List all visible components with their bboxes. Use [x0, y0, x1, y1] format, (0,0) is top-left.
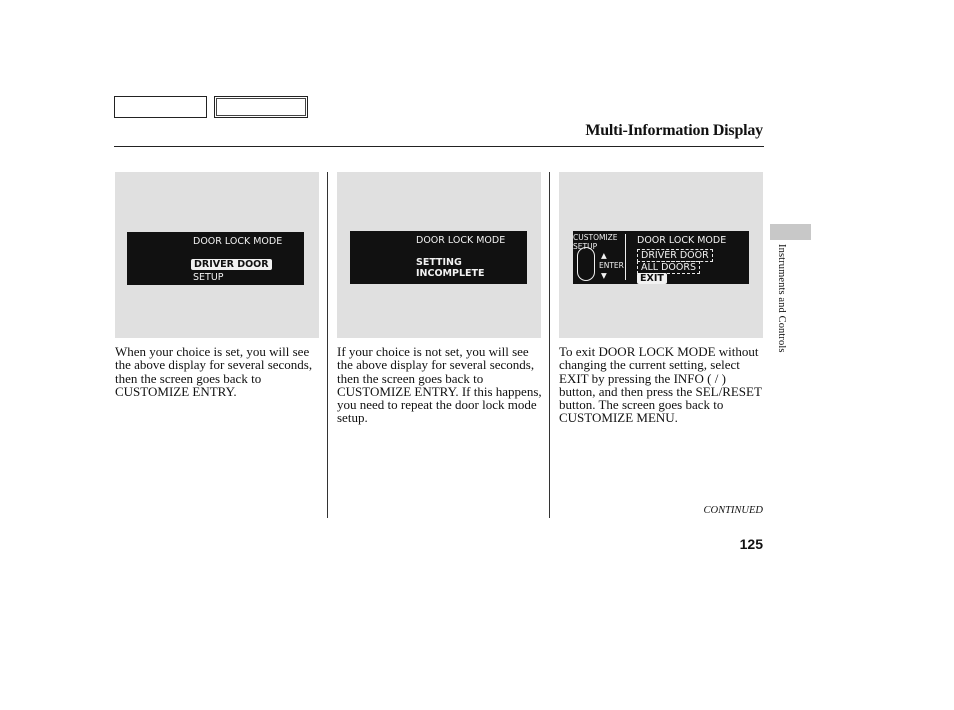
knob-icon — [577, 247, 595, 281]
section-label: Instruments and Controls — [776, 244, 787, 353]
body-paragraph-1: When your choice is set, you will see the above display for several seconds, then the screen goes back to CUSTOMIZE ENTRY. — [115, 344, 313, 399]
column-divider — [549, 172, 550, 518]
continued-note: CONTINUED — [703, 505, 763, 516]
screen-line: SETUP — [193, 272, 224, 283]
screen-line: INCOMPLETE — [416, 268, 485, 279]
screen-selected-option: EXIT — [637, 273, 667, 284]
screen-left-title: SETUP — [573, 242, 598, 251]
enter-label: ENTER — [599, 261, 624, 270]
screen-left-title: CUSTOMIZE — [573, 233, 618, 242]
header-divider — [114, 146, 764, 147]
screen-option: ALL DOORS — [637, 261, 700, 274]
body-paragraph-3: To exit DOOR LOCK MODE without changing the current setting, select EXIT by pressing the INFO ( / ) button, and then press the SEL/RESET button. The screen goes back to CUSTOMIZE MENU. — [559, 344, 762, 426]
screen-selected-option: DRIVER DOOR — [191, 259, 272, 270]
screen-title: DOOR LOCK MODE — [637, 235, 727, 246]
body-paragraph-2: If your choice is not set, you will see the above display for several seconds, then the screen goes back to CUSTOMIZE ENTRY. If this happens, you need to repeat the door lock mode setup. — [337, 344, 542, 426]
display-illustration-3 — [559, 172, 763, 338]
display-illustration-1 — [115, 172, 319, 338]
display-illustration-2 — [337, 172, 541, 338]
display-screen-1 — [127, 232, 304, 285]
display-screen-2 — [350, 231, 527, 284]
screen-divider — [625, 234, 626, 280]
display-screen-3 — [573, 231, 749, 284]
page-title: Multi-Information Display — [585, 122, 763, 139]
screen-title: DOOR LOCK MODE — [416, 235, 506, 246]
screen-line: SETTING — [416, 257, 462, 268]
section-tab — [770, 224, 811, 240]
column-divider — [327, 172, 328, 518]
page-number: 125 — [739, 536, 763, 552]
screen-title: DOOR LOCK MODE — [193, 236, 283, 247]
screen-option: DRIVER DOOR — [637, 249, 713, 262]
nav-button-table-of-contents[interactable] — [214, 96, 308, 118]
nav-button-main-menu[interactable] — [114, 96, 207, 118]
up-arrow-icon: ▲ — [601, 251, 607, 260]
down-arrow-icon: ▼ — [601, 271, 607, 280]
